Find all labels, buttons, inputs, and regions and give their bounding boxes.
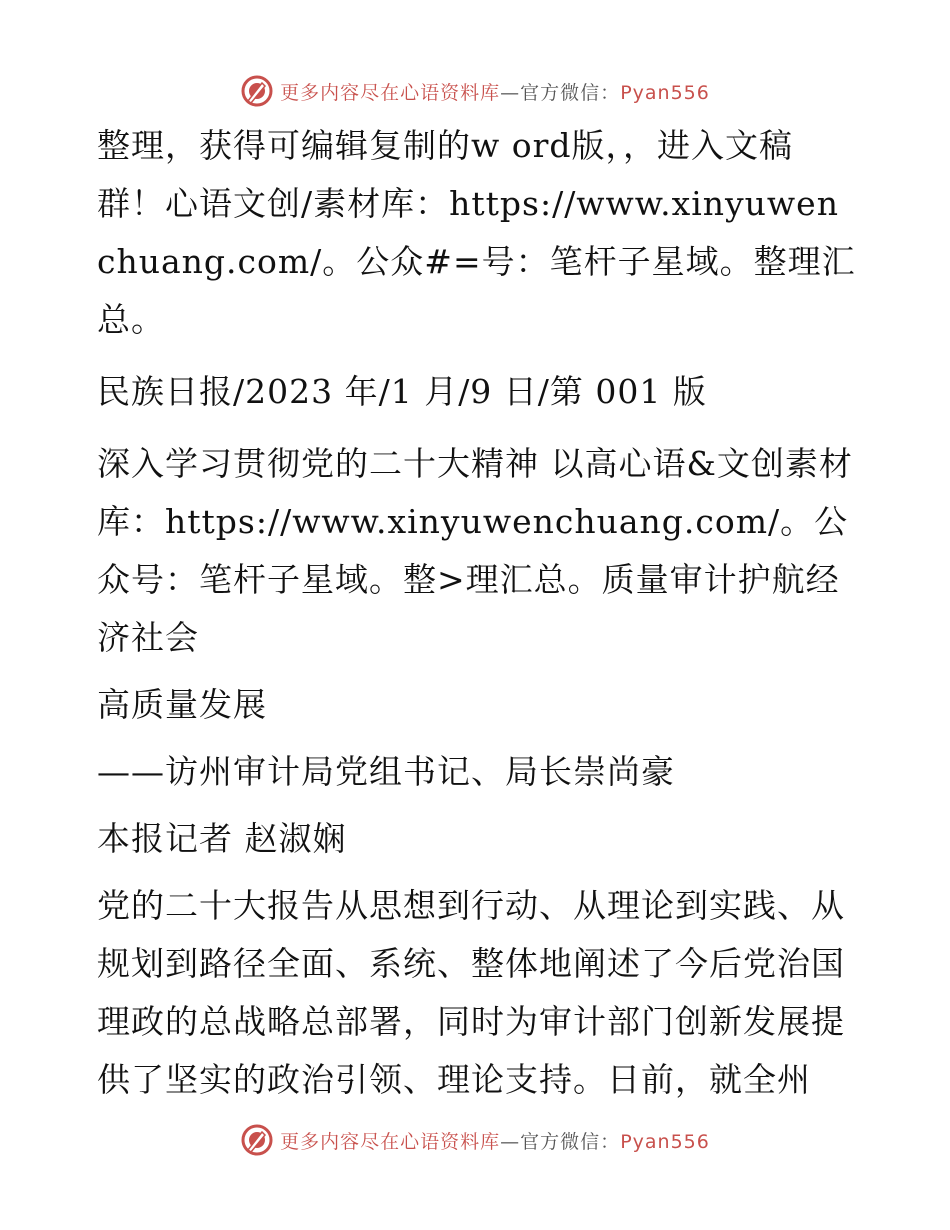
headline: 深入学习贯彻党的二十大精神 以高心语&文创素材库：https://www.xinyuwenchuang.com/。公众号：笔杆子星域。整>理汇总。质量审计护航经济社会 (97, 444, 853, 657)
watermark-main-text: 更多内容尽在心语资料库 (280, 1130, 501, 1153)
watermark-dash: — (500, 1130, 521, 1153)
watermark-wechat-id: Pyan556 (620, 1130, 710, 1153)
header-watermark (0, 71, 950, 111)
watermark-official-label: 官方微信： (520, 1130, 621, 1153)
intro-paragraph: 整理，获得可编辑复制的w ord版，，进入文稿群！心语文创/素材库：https://www.xinyuwenchuang.com/。公众#=号：笔杆子星域。整理汇总。 (97, 126, 856, 339)
pen-circle-logo-icon (240, 74, 274, 108)
watermark-wechat-id: Pyan556 (620, 81, 710, 104)
document-body (97, 117, 857, 1109)
byline: 本报记者 赵淑娴 (97, 819, 347, 858)
watermark-official-label: 官方微信： (520, 81, 621, 104)
watermark-dash: — (500, 81, 521, 104)
watermark-text (280, 1127, 710, 1154)
headline-continuation: 高质量发展 (97, 685, 267, 724)
pen-circle-logo-icon (240, 1123, 274, 1157)
source-line: 民族日报/2023 年/1 月/9 日/第 001 版 (97, 372, 707, 411)
watermark-main-text: 更多内容尽在心语资料库 (280, 81, 501, 104)
footer-watermark (0, 1120, 950, 1160)
watermark-text (280, 78, 710, 105)
body-paragraph: 党的二十大报告从思想到行动、从理论到实践、从规划到路径全面、系统、整体地阐述了今后党治国理政的总战略总部署，同时为审计部门创新发展提供了坚实的政治引领、理论支持。日前，就全州 (97, 886, 845, 1099)
subheadline: ——访州审计局党组书记、局长崇尚豪 (97, 752, 675, 791)
